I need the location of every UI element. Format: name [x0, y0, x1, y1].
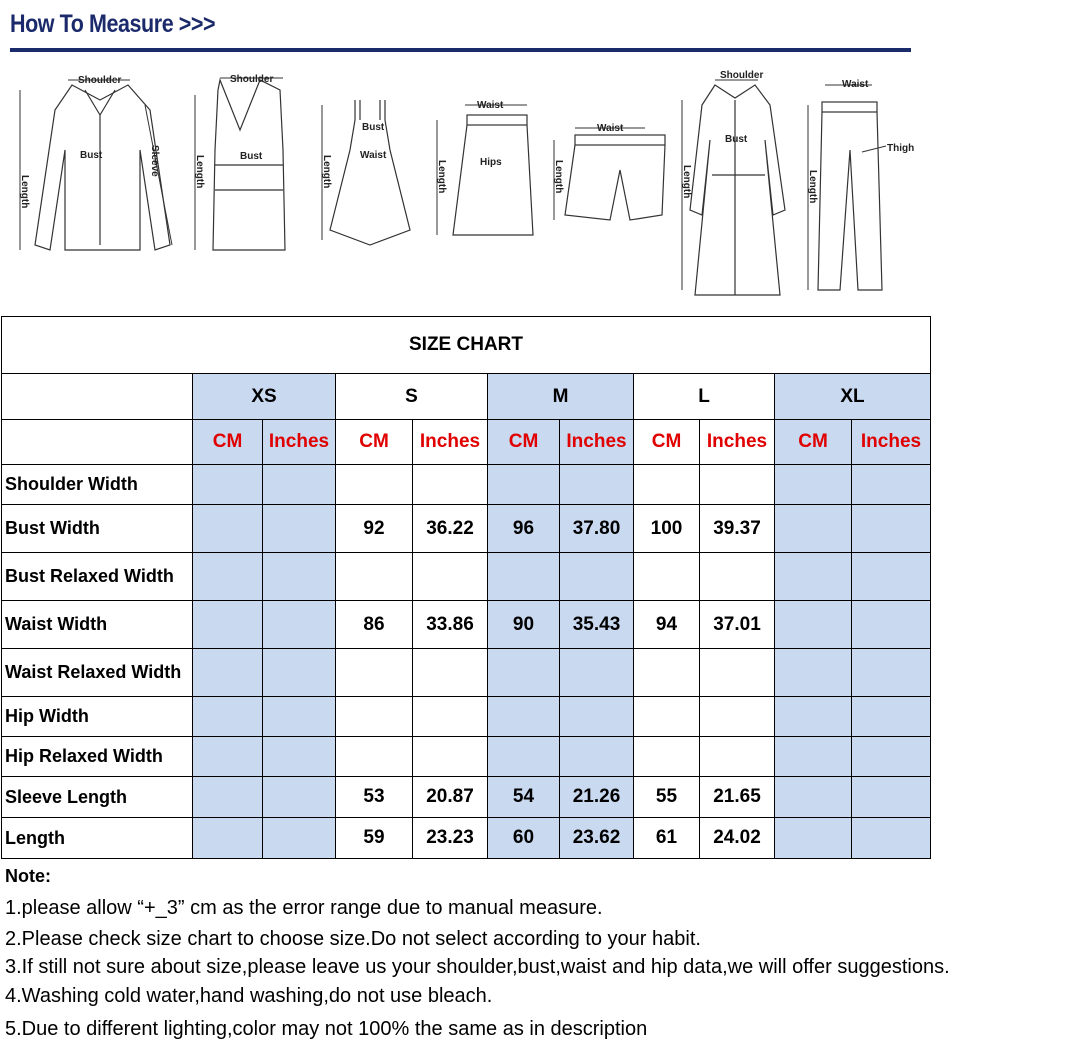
blouse-figure: [10, 60, 185, 260]
measure-cell: [488, 465, 560, 505]
skirt-figure: [425, 60, 535, 260]
measure-cell: [336, 649, 413, 697]
figure-label: Shoulder: [78, 75, 122, 86]
measure-cell: 96: [488, 505, 560, 553]
size-header-s: S: [336, 374, 488, 420]
measure-cell: [413, 737, 488, 777]
figure-label: Waist: [477, 100, 504, 111]
measure-cell: [413, 649, 488, 697]
measure-cell: [560, 465, 634, 505]
figure-label: Waist: [842, 79, 869, 90]
measure-cell: [193, 697, 263, 737]
title-underline: [10, 48, 911, 52]
measure-cell: [193, 818, 263, 859]
size-header-xs: XS: [193, 374, 336, 420]
measure-cell: [488, 697, 560, 737]
table-row: [2, 818, 931, 859]
figure-label: Length: [19, 175, 30, 209]
row-label: Hip Relaxed Width: [2, 737, 193, 777]
measure-cell: [775, 737, 852, 777]
measure-cell: [193, 777, 263, 818]
measure-cell: [634, 649, 700, 697]
measure-cell: 36.22: [413, 505, 488, 553]
unit-header-cm: CM: [488, 420, 560, 465]
measure-cell: [413, 697, 488, 737]
measure-cell: 20.87: [413, 777, 488, 818]
table-row: [2, 601, 931, 649]
unit-header-inches: Inches: [852, 420, 931, 465]
measure-cell: [193, 465, 263, 505]
measure-cell: [852, 553, 931, 601]
figure-label: Bust: [725, 134, 748, 145]
unit-header-inches: Inches: [263, 420, 336, 465]
measure-cell: [193, 505, 263, 553]
measure-cell: [263, 697, 336, 737]
measure-cell: [560, 649, 634, 697]
measure-cell: [700, 465, 775, 505]
measure-cell: [263, 465, 336, 505]
measure-cell: [634, 553, 700, 601]
measure-cell: [263, 649, 336, 697]
measure-cell: [336, 553, 413, 601]
figure-label: Length: [681, 165, 692, 199]
measure-cell: [634, 697, 700, 737]
measure-cell: [263, 777, 336, 818]
size-header-m: M: [488, 374, 634, 420]
measure-cell: 35.43: [560, 601, 634, 649]
measure-cell: 24.02: [700, 818, 775, 859]
size-chart-rows: [2, 465, 931, 859]
measure-cell: [193, 601, 263, 649]
dress-figure: [310, 60, 420, 260]
measure-cell: [193, 553, 263, 601]
shorts-figure: [540, 60, 670, 260]
table-row: [2, 737, 931, 777]
measure-cell: 53: [336, 777, 413, 818]
measure-cell: 90: [488, 601, 560, 649]
unit-header-inches: Inches: [700, 420, 775, 465]
measure-cell: [560, 737, 634, 777]
table-row: [2, 465, 931, 505]
figure-label: Shoulder: [230, 74, 274, 85]
row-label: Hip Width: [2, 697, 193, 737]
figure-label: Bust: [362, 122, 385, 133]
measure-cell: [263, 737, 336, 777]
measure-cell: 39.37: [700, 505, 775, 553]
row-label: Length: [2, 818, 193, 859]
row-label: Sleeve Length: [2, 777, 193, 818]
measure-cell: [852, 777, 931, 818]
measure-cell: [852, 737, 931, 777]
figure-label: Bust: [240, 151, 263, 162]
note-item: 1.please allow “+_3” cm as the error range due to manual measure.: [5, 897, 603, 919]
measure-cell: [193, 737, 263, 777]
figure-label: Thigh: [887, 143, 915, 154]
measure-cell: [700, 737, 775, 777]
unit-header-cm: CM: [634, 420, 700, 465]
measure-cell: [263, 818, 336, 859]
table-row: [2, 553, 931, 601]
measure-cell: [413, 553, 488, 601]
measure-cell: [775, 697, 852, 737]
measure-cell: 59: [336, 818, 413, 859]
measure-cell: [775, 777, 852, 818]
measure-cell: [336, 697, 413, 737]
measure-cell: [852, 465, 931, 505]
measure-cell: [488, 649, 560, 697]
pants-figure: [800, 60, 920, 300]
note-heading: Note:: [5, 866, 51, 886]
measure-cell: 55: [634, 777, 700, 818]
measure-cell: [852, 697, 931, 737]
measure-cell: 23.23: [413, 818, 488, 859]
unit-header-cm: CM: [775, 420, 852, 465]
measure-cell: [488, 737, 560, 777]
row-label: Waist Width: [2, 601, 193, 649]
measure-cell: [193, 649, 263, 697]
measure-cell: [775, 505, 852, 553]
figure-label: Length: [321, 155, 332, 189]
measure-cell: 23.62: [560, 818, 634, 859]
table-row: [2, 697, 931, 737]
measure-cell: [700, 649, 775, 697]
measure-cell: [852, 649, 931, 697]
figure-label: Hips: [480, 157, 502, 168]
coat-figure: [670, 60, 800, 300]
measure-cell: [560, 553, 634, 601]
measure-cell: [336, 465, 413, 505]
unit-header-cm: CM: [336, 420, 413, 465]
measure-cell: [634, 465, 700, 505]
measure-cell: [775, 465, 852, 505]
measure-cell: 54: [488, 777, 560, 818]
measure-cell: 21.26: [560, 777, 634, 818]
how-to-measure-title: How To Measure >>>: [10, 10, 216, 38]
table-row: [2, 649, 931, 697]
size-header-l: L: [634, 374, 775, 420]
measure-cell: [775, 553, 852, 601]
table-row: [2, 777, 931, 818]
measure-cell: [775, 649, 852, 697]
measure-cell: [560, 697, 634, 737]
measure-cell: 100: [634, 505, 700, 553]
row-label: Shoulder Width: [2, 465, 193, 505]
measure-cell: 21.65: [700, 777, 775, 818]
row-label: Waist Relaxed Width: [2, 649, 193, 697]
measure-cell: 33.86: [413, 601, 488, 649]
corner-cell: [2, 420, 193, 465]
size-chart-table: [1, 316, 931, 859]
measure-cell: [852, 818, 931, 859]
measure-cell: [700, 697, 775, 737]
row-label: Bust Relaxed Width: [2, 553, 193, 601]
measure-cell: [413, 465, 488, 505]
figure-label: Length: [553, 160, 564, 194]
vest-figure: [185, 60, 300, 260]
unit-header-inches: Inches: [560, 420, 634, 465]
unit-header-inches: Inches: [413, 420, 488, 465]
measure-cell: [336, 737, 413, 777]
measure-cell: [263, 505, 336, 553]
measure-cell: [700, 553, 775, 601]
measure-cell: [775, 818, 852, 859]
table-row: [2, 505, 931, 553]
measure-cell: [634, 737, 700, 777]
note-item: 2.Please check size chart to choose size.Do not select according to your habit.: [5, 928, 701, 950]
figure-label: Length: [807, 170, 818, 204]
note-item: 5.Due to different lighting,color may not 100% the same as in description: [5, 1018, 648, 1040]
figure-label: Length: [194, 155, 205, 189]
figure-label: Shoulder: [720, 70, 764, 81]
measure-cell: [852, 505, 931, 553]
note-item: 3.If still not sure about size,please leave us your shoulder,bust,waist and hip data,we will offer suggestions.: [5, 956, 950, 978]
measure-cell: 60: [488, 818, 560, 859]
measure-cell: [263, 601, 336, 649]
measure-cell: 94: [634, 601, 700, 649]
size-chart-title: SIZE CHART: [2, 317, 931, 374]
row-label: Bust Width: [2, 505, 193, 553]
measure-cell: 61: [634, 818, 700, 859]
figure-label: Length: [436, 160, 447, 194]
unit-header-cm: CM: [193, 420, 263, 465]
corner-cell: [2, 374, 193, 420]
measure-cell: [775, 601, 852, 649]
measure-cell: 86: [336, 601, 413, 649]
measure-cell: 37.80: [560, 505, 634, 553]
measure-cell: [488, 553, 560, 601]
figure-label: Waist: [597, 123, 624, 134]
note-item: 4.Washing cold water,hand washing,do not use bleach.: [5, 985, 493, 1007]
measure-figures: [0, 60, 1092, 310]
size-header-xl: XL: [775, 374, 931, 420]
figure-label: Waist: [360, 150, 387, 161]
measure-cell: 37.01: [700, 601, 775, 649]
figure-label: Sleeve: [149, 145, 160, 177]
measure-cell: [852, 601, 931, 649]
figure-label: Bust: [80, 150, 103, 161]
measure-cell: 92: [336, 505, 413, 553]
measure-cell: [263, 553, 336, 601]
